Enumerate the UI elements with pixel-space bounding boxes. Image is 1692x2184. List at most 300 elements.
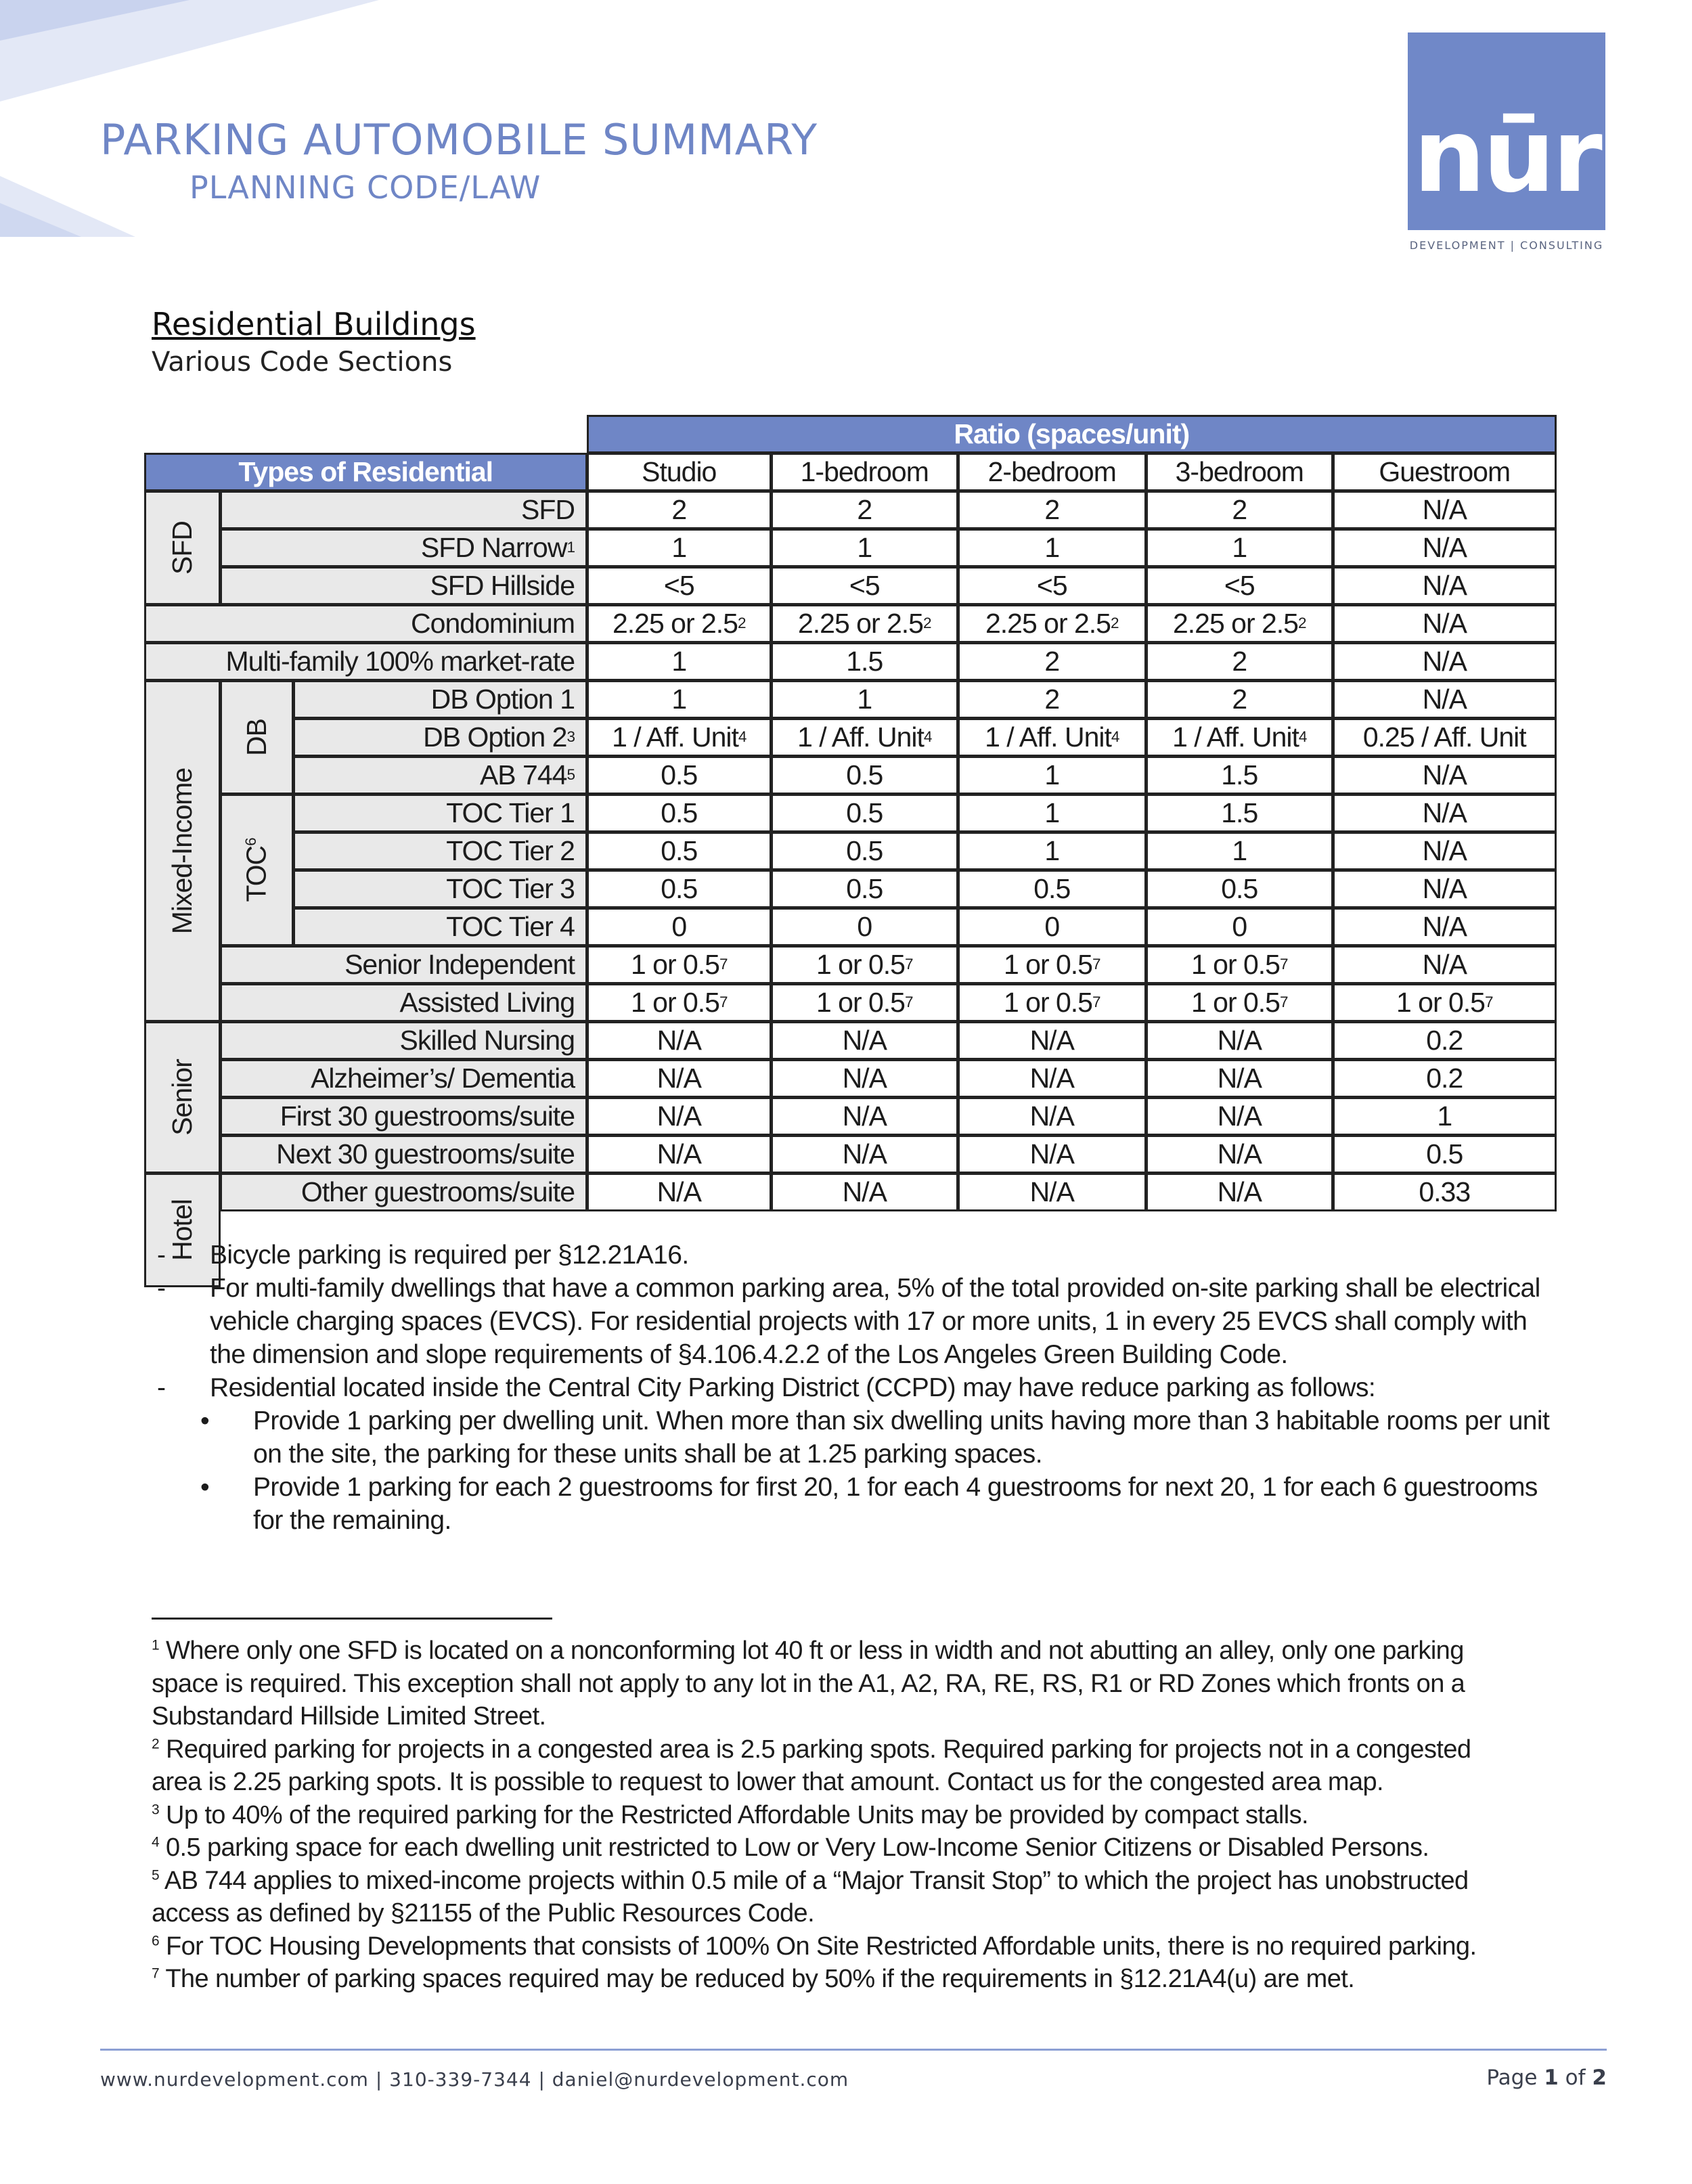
table-cell: 1 or 0.5 7 [1146, 983, 1334, 1023]
footnote-number: 7 [152, 1965, 160, 1982]
row-label-text: TOC Tier 4 [446, 910, 575, 942]
footnote-number: 1 [152, 1637, 160, 1653]
footnote-text: area is 2.25 parking spots. It is possible to request to lower that amount. Contact us for the congested area map. [152, 1768, 1383, 1796]
footnote-text: The number of parking spaces required may be reduced by 50% if the requirements in §12.21A4(u) are met. [165, 1965, 1355, 1993]
row-label [293, 680, 588, 719]
footnote-line [152, 1668, 1559, 1701]
table-cell: 2.25 or 2.5 2 [1146, 604, 1334, 644]
note-text: for the remaining. [253, 1506, 451, 1535]
cell-value: N/A [1217, 1100, 1262, 1132]
row-label: SFD Narrow 1 [220, 529, 588, 568]
table-cell [771, 870, 959, 909]
row-label [144, 604, 588, 644]
table-cell [1333, 756, 1557, 795]
table-cell [958, 1097, 1147, 1136]
page-total: 2 [1592, 2066, 1607, 2090]
row-label [293, 794, 588, 833]
cell-value: N/A [842, 1062, 887, 1094]
cell-value: 0.5 [1033, 872, 1071, 904]
table-cell [771, 642, 959, 682]
footnote-line [152, 1897, 1559, 1930]
cell-value: N/A [656, 1062, 701, 1094]
cell-value: N/A [1422, 759, 1467, 790]
cell-value: 2 [1232, 493, 1247, 525]
cell-value: 2 [1044, 645, 1060, 677]
cell-value: 0.5 [661, 834, 698, 866]
cell-value: N/A [1029, 1100, 1074, 1132]
table-cell [1146, 642, 1334, 682]
note-line [152, 1438, 1559, 1471]
cell-value: 2 [1232, 645, 1247, 677]
group-toc [220, 794, 294, 947]
ratio-header [587, 415, 1557, 454]
table-cell [1333, 832, 1557, 871]
column-header [1333, 453, 1557, 492]
table-cell [1333, 604, 1557, 644]
cell-value: N/A [1422, 948, 1467, 980]
cell-value: 0.25 / Aff. Unit [1362, 721, 1526, 753]
table-cell [771, 1135, 959, 1174]
cell-value: 1 or 0.5 [1396, 986, 1485, 1018]
dash-marker: - [157, 1274, 166, 1303]
table-cell: 2.25 or 2.5 2 [958, 604, 1147, 644]
table-cell [1333, 1021, 1557, 1061]
cell-value: 0.5 [661, 872, 698, 904]
table-cell [587, 1173, 772, 1212]
section-subtitle: Various Code Sections [152, 347, 453, 378]
cell-value: N/A [1422, 493, 1467, 525]
table-cell [1146, 1059, 1334, 1098]
row-label-text: AB 744 [479, 759, 567, 790]
cell-value: 1 or 0.5 [1190, 986, 1280, 1018]
cell-value: N/A [1422, 797, 1467, 828]
footnote-text: Where only one SFD is located on a nonconforming lot 40 ft or less in width and not abutting an alley, only one parking [166, 1636, 1464, 1665]
note-subitem [152, 1471, 1559, 1504]
row-label-text: Skilled Nursing [399, 1024, 575, 1056]
row-label-text: TOC Tier 3 [446, 872, 575, 904]
cell-value: N/A [1217, 1024, 1262, 1056]
cell-value: 2 [1044, 683, 1060, 715]
table-cell [1146, 1097, 1334, 1136]
cell-value: 1 / Aff. Unit [1172, 721, 1299, 753]
note-subitem [152, 1404, 1559, 1438]
bullet-marker: • [200, 1406, 210, 1435]
cell-value: N/A [656, 1138, 701, 1169]
cell-value: N/A [842, 1100, 887, 1132]
cell-value: 1 [857, 531, 872, 563]
cell-value: 0.33 [1419, 1176, 1471, 1207]
cell-value: N/A [1422, 645, 1467, 677]
cell-value: N/A [1422, 607, 1467, 639]
column-header-text: 1-bedroom [800, 455, 929, 487]
footnote-text: Required parking for projects in a congested area is 2.5 parking spots. Required parking for projects not in a congested [166, 1735, 1471, 1764]
footnote-text: access as defined by §21155 of the Public Resources Code. [152, 1899, 815, 1927]
table-cell: 1 or 0.5 7 [958, 945, 1147, 985]
table-cell [587, 566, 772, 606]
column-header-text: 2-bedroom [987, 455, 1116, 487]
note-item [152, 1239, 1559, 1272]
cell-value: N/A [1422, 569, 1467, 601]
table-cell [771, 529, 959, 568]
group-label: TOC$^6$ [240, 838, 272, 902]
table-cell [958, 908, 1147, 947]
cell-value: 1 / Aff. Unit [612, 721, 738, 753]
cell-value: 2 [671, 493, 687, 525]
table-cell [1146, 680, 1334, 719]
cell-value: 2.25 or 2.5 [985, 607, 1111, 639]
table-cell: 1 or 0.5 7 [771, 983, 959, 1023]
cell-value: N/A [1422, 683, 1467, 715]
table-cell: 1 or 0.5 7 [958, 983, 1147, 1023]
table-cell [1333, 1173, 1557, 1212]
table-cell [1146, 794, 1334, 833]
row-label [220, 566, 588, 606]
table-cell [1146, 908, 1334, 947]
table-cell [771, 1059, 959, 1098]
row-label [220, 1135, 588, 1174]
table-cell [1333, 1135, 1557, 1174]
table-cell [958, 566, 1147, 606]
row-label-text: SFD [521, 493, 575, 525]
table-cell [771, 794, 959, 833]
footnote [152, 1634, 1559, 1733]
table-cell [587, 870, 772, 909]
footnote [152, 1831, 1559, 1865]
cell-value: 0.5 [1221, 872, 1258, 904]
cell-value: N/A [1217, 1138, 1262, 1169]
note-text: vehicle charging spaces (EVCS). For residential projects with 17 or more units, 1 in every 25 EVCS shall comply with [210, 1307, 1528, 1336]
cell-value: 1.5 [1221, 759, 1258, 790]
footnote-text: 0.5 parking space for each dwelling unit restricted to Low or Very Low-Income Senior Citizens or Disabled Persons. [166, 1833, 1429, 1862]
cell-value: 1 [1044, 531, 1060, 563]
footnote-line [152, 1799, 1559, 1832]
footnote-line [152, 1831, 1559, 1865]
section-title: Residential Buildings [152, 306, 476, 342]
table-cell [1146, 566, 1334, 606]
page-current: 1 [1544, 2066, 1559, 2090]
footnote [152, 1733, 1559, 1799]
row-label [220, 1173, 588, 1212]
note-line [152, 1504, 1559, 1537]
table-cell [587, 908, 772, 947]
table-cell [958, 529, 1147, 568]
row-label-text: Alzheimer’s/ Dementia [311, 1062, 575, 1094]
types-header [144, 453, 588, 492]
cell-value: 1.5 [1221, 797, 1258, 828]
table-cell [1146, 756, 1334, 795]
table-cell [958, 1021, 1147, 1061]
note-text: Provide 1 parking per dwelling unit. When more than six dwelling units having more than 3 habitable rooms per unit [253, 1406, 1550, 1435]
row-label [293, 908, 588, 947]
group-label: Hotel [166, 1199, 198, 1261]
footer-divider [100, 2049, 1607, 2051]
row-label-text: Other guestrooms/suite [300, 1176, 575, 1207]
table-cell [1146, 529, 1334, 568]
note-line [152, 1305, 1559, 1338]
table-cell [1146, 1173, 1334, 1212]
table-cell [958, 642, 1147, 682]
row-label-text: Next 30 guestrooms/suite [276, 1138, 575, 1169]
row-label [220, 491, 588, 530]
group-mixed-income [144, 680, 221, 1023]
row-label-text: TOC Tier 2 [446, 834, 575, 866]
cell-value: 0 [1232, 910, 1247, 942]
note-text: the dimension and slope requirements of §4.106.4.2.2 of the Los Angeles Green Building Code. [210, 1340, 1288, 1369]
note-line [152, 1338, 1559, 1371]
row-label [220, 1021, 588, 1061]
footnote [152, 1930, 1559, 1963]
cell-value: 0.2 [1426, 1062, 1463, 1094]
footnote-number: 4 [152, 1834, 160, 1850]
cell-value: N/A [1422, 872, 1467, 904]
table-cell [587, 529, 772, 568]
cell-value: <5 [849, 569, 880, 601]
cell-value: N/A [1422, 531, 1467, 563]
footnote-line [152, 1865, 1559, 1898]
cell-value: 0.5 [846, 759, 883, 790]
cell-value: 1 [1044, 797, 1060, 828]
cell-value: N/A [1029, 1176, 1074, 1207]
cell-value: 0.5 [846, 872, 883, 904]
footnote-text: Up to 40% of the required parking for the Restricted Affordable Units may be provided by compact stalls. [166, 1800, 1308, 1829]
table-cell [1333, 870, 1557, 909]
bullet-marker: • [200, 1473, 210, 1502]
table-cell [1333, 945, 1557, 985]
footnote-number: 6 [152, 1932, 160, 1948]
table-cell [958, 870, 1147, 909]
table-cell: 1 or 0.5 7 [1146, 945, 1334, 985]
footnote-line [152, 1733, 1559, 1766]
cell-value: 2.25 or 2.5 [1172, 607, 1298, 639]
cell-value: N/A [1217, 1176, 1262, 1207]
row-label-text: Assisted Living [399, 986, 575, 1018]
table-cell [958, 491, 1147, 530]
footnote-text: AB 744 applies to mixed-income projects within 0.5 mile of a “Major Transit Stop” to which the project has unobstructed [164, 1866, 1469, 1895]
cell-value: N/A [842, 1176, 887, 1207]
cell-value: 1 [1232, 834, 1247, 866]
table-cell: 1 or 0.5 7 [771, 945, 959, 985]
table-cell [771, 491, 959, 530]
footnote [152, 1963, 1559, 1996]
group-label: Mixed-Income [166, 767, 198, 934]
table-cell [958, 680, 1147, 719]
row-label [293, 870, 588, 909]
table-cell: 1 / Aff. Unit 4 [958, 718, 1147, 757]
row-label-text: Senior Independent [344, 948, 575, 980]
cell-value: 1 or 0.5 [630, 948, 719, 980]
table-cell: 1 / Aff. Unit 4 [587, 718, 772, 757]
table-cell [587, 1097, 772, 1136]
row-label [220, 1059, 588, 1098]
footnote-line [152, 1963, 1559, 1996]
notes-list [152, 1239, 1559, 1537]
footnote-line [152, 1700, 1559, 1733]
cell-value: N/A [1422, 910, 1467, 942]
cell-value: N/A [842, 1138, 887, 1169]
column-header-text: Guestroom [1379, 455, 1511, 487]
table-cell [1333, 529, 1557, 568]
table-cell: 2.25 or 2.5 2 [587, 604, 772, 644]
footnote-divider [152, 1618, 552, 1620]
logo-tagline: DEVELOPMENT | CONSULTING [1409, 239, 1604, 252]
cell-value: 2 [1044, 493, 1060, 525]
row-label-text: SFD Narrow [420, 531, 567, 563]
cell-value: N/A [1029, 1024, 1074, 1056]
cell-value: 0.2 [1426, 1024, 1463, 1056]
cell-value: 2.25 or 2.5 [612, 607, 738, 639]
footnote-line [152, 1766, 1559, 1799]
cell-value: 1 or 0.5 [1003, 986, 1092, 1018]
cell-value: 1 [857, 683, 872, 715]
row-label-text: DB Option 2 [423, 721, 567, 753]
footnote-text: For TOC Housing Developments that consists of 100% On Site Restricted Affordable units, there is no required parking. [166, 1932, 1477, 1961]
cell-value: 1 [1437, 1100, 1452, 1132]
table-cell [587, 1059, 772, 1098]
footnote [152, 1799, 1559, 1832]
table-cell [1333, 1059, 1557, 1098]
row-label [293, 832, 588, 871]
cell-value: 0.5 [661, 797, 698, 828]
table-cell [587, 756, 772, 795]
table-cell [1333, 794, 1557, 833]
table-cell [771, 1173, 959, 1212]
table-cell [958, 1173, 1147, 1212]
table-cell: 2.25 or 2.5 2 [771, 604, 959, 644]
row-label [220, 983, 588, 1023]
cell-value: 1 or 0.5 [630, 986, 719, 1018]
table-cell [1333, 642, 1557, 682]
note-item [152, 1272, 1559, 1305]
cell-value: 2 [857, 493, 872, 525]
cell-value: 1 [671, 531, 687, 563]
table-cell [587, 1135, 772, 1174]
cell-value: N/A [1217, 1062, 1262, 1094]
table-cell [587, 832, 772, 871]
cell-value: N/A [1029, 1138, 1074, 1169]
table-cell [1146, 870, 1334, 909]
table-cell [958, 1059, 1147, 1098]
table-cell [587, 642, 772, 682]
logo-wordmark: nūr [1413, 97, 1600, 215]
table-cell [771, 908, 959, 947]
table-cell: 1 / Aff. Unit 4 [771, 718, 959, 757]
group-label: DB [240, 718, 272, 756]
footnote-line [152, 1930, 1559, 1963]
footer-contact: www.nurdevelopment.com | 310-339-7344 | daniel@nurdevelopment.com [100, 2068, 849, 2091]
cell-value: 1 / Aff. Unit [797, 721, 924, 753]
cell-value: <5 [663, 569, 694, 601]
row-label-text: Condominium [411, 607, 575, 639]
table-cell [771, 832, 959, 871]
row-label-text: Multi-family 100% market-rate [225, 645, 575, 677]
cell-value: 0 [857, 910, 872, 942]
table-cell: 1 or 0.5 7 [587, 945, 772, 985]
column-header [587, 453, 772, 492]
dash-marker: - [157, 1241, 166, 1270]
row-label [220, 1097, 588, 1136]
cell-value: 1 [1044, 834, 1060, 866]
table-cell: 1 or 0.5 7 [587, 983, 772, 1023]
cell-value: <5 [1036, 569, 1067, 601]
cell-value: 0 [671, 910, 687, 942]
page-mid: of [1558, 2066, 1593, 2090]
column-header [771, 453, 959, 492]
page-subtitle: PLANNING CODE/LAW [190, 169, 541, 206]
column-header [1146, 453, 1334, 492]
table-cell [958, 794, 1147, 833]
group-db [220, 680, 294, 795]
page-number [1486, 2066, 1607, 2090]
row-label: AB 744 5 [293, 756, 588, 795]
cell-value: 0.5 [846, 797, 883, 828]
table-cell [1333, 566, 1557, 606]
cell-value: N/A [842, 1024, 887, 1056]
table-cell [587, 1021, 772, 1061]
table-cell [771, 756, 959, 795]
footnote-text: space is required. This exception shall not apply to any lot in the A1, A2, RA, RE, RS, R1 or RD Zones which fronts on a [152, 1669, 1465, 1698]
table-cell [1146, 491, 1334, 530]
cell-value: 2.25 or 2.5 [797, 607, 923, 639]
cell-value: N/A [656, 1100, 701, 1132]
row-label: DB Option 2 3 [293, 718, 588, 757]
row-label-text: TOC Tier 1 [446, 797, 575, 828]
column-header-text: 3-bedroom [1175, 455, 1304, 487]
table-cell: 1 / Aff. Unit 4 [1146, 718, 1334, 757]
note-text: on the site, the parking for these units shall be at 1.25 parking spaces. [253, 1440, 1042, 1469]
cell-value: N/A [656, 1176, 701, 1207]
cell-value: 1 or 0.5 [1003, 948, 1092, 980]
footnote-number: 3 [152, 1801, 160, 1817]
table-cell [1333, 908, 1557, 947]
cell-value: 1 or 0.5 [816, 948, 905, 980]
table-cell [1146, 832, 1334, 871]
row-label-text: First 30 guestrooms/suite [280, 1100, 575, 1132]
cell-value: N/A [656, 1024, 701, 1056]
footnote-line [152, 1634, 1559, 1668]
page-title: PARKING AUTOMOBILE SUMMARY [100, 115, 818, 164]
footnote-number: 5 [152, 1867, 160, 1883]
cell-value: 1 [1044, 759, 1060, 790]
dash-marker: - [157, 1373, 166, 1402]
note-text: For multi-family dwellings that have a common parking area, 5% of the total provided on-site parking shall be electrical [210, 1274, 1540, 1303]
cell-value: 2 [1232, 683, 1247, 715]
cell-value: 1 [671, 683, 687, 715]
footnote-text: Substandard Hillside Limited Street. [152, 1702, 546, 1731]
table-cell [771, 680, 959, 719]
table-cell [1146, 1135, 1334, 1174]
cell-value: 1 / Aff. Unit [985, 721, 1111, 753]
footnote [152, 1865, 1559, 1930]
cell-value: 0.5 [1426, 1138, 1463, 1169]
note-text: Residential located inside the Central City Parking District (CCPD) may have reduce parking as follows: [210, 1373, 1376, 1402]
cell-value: N/A [1029, 1062, 1074, 1094]
column-header [958, 453, 1147, 492]
cell-value: 0.5 [661, 759, 698, 790]
cell-value: <5 [1224, 569, 1255, 601]
page-prefix: Page [1486, 2066, 1544, 2090]
cell-value: 0.5 [846, 834, 883, 866]
row-label [220, 945, 588, 985]
table-cell [1333, 1097, 1557, 1136]
column-header-text: Studio [642, 455, 717, 487]
table-cell [1333, 491, 1557, 530]
cell-value: 1 [671, 645, 687, 677]
group-sfd [144, 491, 221, 606]
footnote-ref: 6 [242, 838, 260, 846]
types-header-text: Types of Residential [238, 455, 493, 487]
table-cell [587, 680, 772, 719]
table-cell [771, 566, 959, 606]
